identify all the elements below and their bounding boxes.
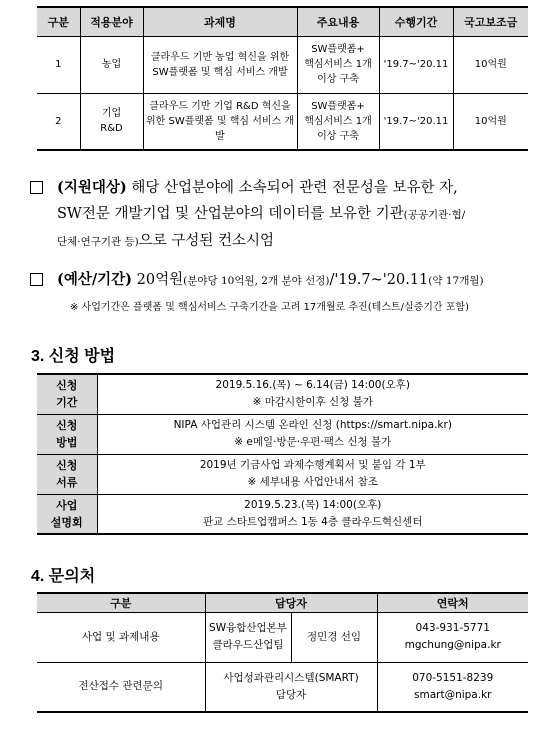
support-target-label: (지원대상)	[57, 179, 127, 196]
phone-number: 070-5151-8239	[412, 671, 494, 684]
phone-number: 043-931-5771	[415, 622, 490, 634]
table-row	[37, 414, 528, 454]
field-cell	[80, 93, 143, 150]
field-line: R&D	[100, 123, 123, 135]
dept-line: SW융합산업본부	[209, 622, 287, 634]
category-cell: 사업 및 과제내용	[37, 612, 205, 662]
title-cell	[143, 36, 297, 93]
subsidy-cell: 10억원	[453, 36, 528, 93]
checkbox-bullet-icon	[30, 273, 43, 286]
row-content	[97, 494, 528, 534]
title-line: 위한 SW플랫폼 및 핵심 서비스 개발	[145, 115, 295, 142]
section-title: 3. 신청 방법	[31, 348, 116, 365]
support-target-paragraph	[57, 175, 537, 255]
budget-amount: 20억원	[132, 272, 184, 288]
title-cell	[143, 93, 297, 150]
column-header: 구분	[37, 593, 205, 612]
table-row	[37, 494, 528, 534]
content-line: ※ 세부내용 사업안내서 참조	[247, 476, 378, 488]
row-label	[37, 454, 97, 494]
field-line: 기업	[101, 108, 122, 120]
support-target-note: (공공기관·협/	[403, 209, 466, 221]
table-row	[37, 454, 528, 494]
support-target-text: SW전문 개발기업 및 산업분야의 데이터를 보유한 기관	[57, 206, 404, 222]
row-number: 1	[37, 36, 80, 93]
field-cell: 농업	[80, 36, 143, 93]
content-line: ※ 마감시한이후 신청 불가	[252, 396, 373, 409]
column-header: 담당자	[205, 593, 377, 612]
checkbox-bullet-icon	[30, 181, 43, 194]
dept-line: 담당자	[275, 688, 307, 701]
person-cell: 정민경 선임	[291, 612, 377, 662]
table-row	[37, 612, 528, 662]
content-line: 핵심서비스 1개	[304, 59, 372, 70]
column-header: 적용분야	[80, 7, 143, 36]
row-content	[97, 414, 528, 454]
label-line: 설명회	[50, 515, 83, 529]
title-line: 클라우드 기반 기업 R&D 혁신을	[149, 100, 291, 112]
support-target-note: 단체·연구기관 등)	[57, 236, 139, 248]
dept-line: 클라우드산업팀	[212, 639, 284, 651]
row-content	[97, 454, 528, 494]
project-table	[37, 6, 528, 151]
content-line: 2019년 기금사업 과제수행계획서 및 붙임 각 1부	[199, 459, 426, 471]
section-title: 4. 문의처	[31, 568, 96, 585]
column-header: 국고보조금	[453, 7, 528, 36]
budget-note: ※ 사업기간은 플랫폼 및 핵심서비스 구축기간을 고려 17개월로 추진(테스트/실증기간 포함)	[70, 302, 469, 313]
table-header-row	[37, 7, 528, 36]
label-line: 신청	[56, 459, 78, 472]
contact-cell	[377, 662, 528, 712]
email-address: smart@nipa.kr	[414, 688, 492, 701]
row-label	[37, 414, 97, 454]
table-row	[37, 36, 528, 93]
title-line: SW플랫폼 및 핵심 서비스 개발	[152, 66, 288, 78]
period-cell: '19.7~'20.11	[379, 93, 453, 150]
column-header: 주요내용	[297, 7, 379, 36]
content-line: ※ e메일·방문·우편·팩스 신청 불가	[234, 436, 392, 448]
dept-line: 사업성과관리시스템(SMART)	[223, 671, 359, 684]
table-row	[37, 93, 528, 150]
label-line: 사업	[56, 498, 78, 512]
budget-amount-note: (분야당 10억원, 2개 분야 선정)	[183, 275, 330, 287]
table-row	[37, 662, 528, 712]
row-number: 2	[37, 93, 80, 150]
content-line: 판교 스타트업캠퍼스 1동 4층 클라우드혁신센터	[203, 515, 423, 528]
support-target-text: 해당 산업분야에 소속되어 관련 전문성을 보유한 자,	[126, 180, 458, 196]
content-cell	[297, 36, 379, 93]
email-address: mgchung@nipa.kr	[404, 639, 501, 651]
label-line: 기간	[56, 396, 78, 410]
budget-label: (예산/기간)	[57, 271, 133, 288]
subsidy-cell: 10억원	[453, 93, 528, 150]
table-header-row	[37, 593, 528, 612]
row-content	[97, 374, 528, 414]
column-header: 수행기간	[379, 7, 453, 36]
label-line: 서류	[56, 476, 78, 489]
content-line: 이상 구축	[317, 130, 359, 142]
category-cell: 전산접수 관련문의	[37, 662, 205, 712]
content-line: SW플랫폼+	[311, 100, 365, 112]
budget-period: /'19.7~'20.11	[329, 272, 429, 288]
period-cell: '19.7~'20.11	[379, 36, 453, 93]
content-line: 핵심서비스 1개	[304, 115, 372, 127]
contact-cell	[377, 612, 528, 662]
title-line: 클라우드 기반 농업 혁신을 위한	[150, 51, 290, 63]
dept-cell	[205, 662, 377, 712]
dept-cell	[205, 612, 291, 662]
content-cell	[297, 93, 379, 150]
label-line: 신청	[56, 379, 78, 393]
column-header: 구분	[37, 7, 80, 36]
content-line: 2019.5.16.(목) ~ 6.14(금) 14:00(오후)	[215, 379, 410, 392]
content-line: 2019.5.23.(목) 14:00(오후)	[244, 498, 382, 511]
label-line: 신청	[56, 419, 78, 432]
support-target-text: 으로 구성된 컨소시엄	[138, 233, 275, 249]
table-row	[37, 374, 528, 414]
content-line: SW플랫폼+	[311, 44, 365, 55]
budget-period-note: (약 17개월)	[428, 275, 484, 287]
column-header: 연락처	[377, 593, 528, 612]
label-line: 방법	[56, 436, 78, 449]
column-header: 과제명	[143, 7, 297, 36]
row-label	[37, 374, 97, 414]
content-line: NIPA 사업관리 시스템 온라인 신청 (https://smart.nipa.kr)	[173, 419, 452, 431]
apply-table	[37, 373, 528, 535]
content-line: 이상 구축	[317, 74, 359, 85]
budget-paragraph	[57, 267, 537, 294]
contact-table	[37, 592, 528, 713]
row-label	[37, 494, 97, 534]
